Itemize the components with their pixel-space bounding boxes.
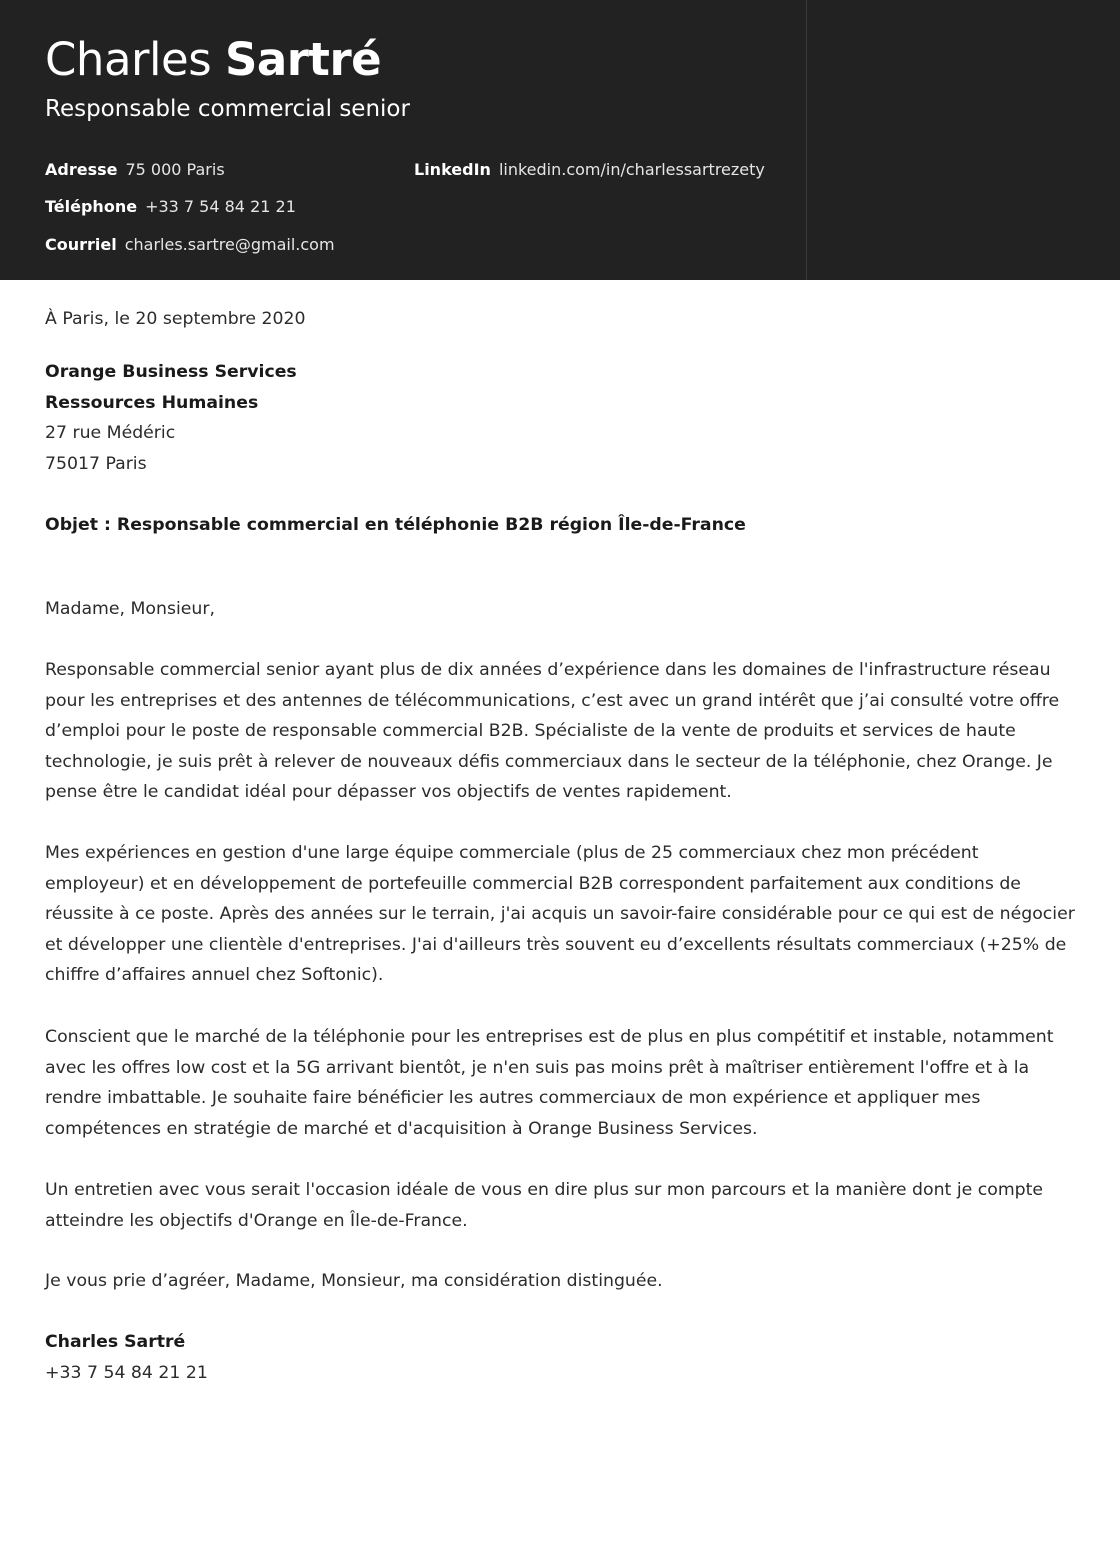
address-label: Adresse bbox=[45, 160, 118, 179]
letter-subject: Objet : Responsable commercial en téléphonie B2B région Île-de-France bbox=[45, 515, 746, 535]
paragraph-4: Un entretien avec vous serait l'occasion idéale de vous en dire plus sur mon parcours et la manière dont je compte atteindre les objectifs d'Orange en Île-de-France. bbox=[45, 1180, 1044, 1231]
applicant-name bbox=[45, 30, 381, 90]
signature-block bbox=[45, 1327, 1075, 1388]
contact-linkedin bbox=[414, 158, 765, 182]
first-name: Charles bbox=[45, 33, 212, 86]
paragraph-3: Conscient que le marché de la téléphonie pour les entreprises est de plus en plus compétitif et instable, notamment avec les offres low cost et la 5G arrivant bientôt, je n'en suis pas moins prêt à maîtriser entièrement l'offre et à la rendre imbattable. Je souhaite faire bénéficier les autres commerciaux de mon expérience et appliquer mes compétences en stratégie de marché et d'acquisition à Orange Business Services. bbox=[45, 1027, 1054, 1139]
signature-phone: +33 7 54 84 21 21 bbox=[45, 1362, 208, 1383]
linkedin-value[interactable]: linkedin.com/in/charlessartrezety bbox=[498, 160, 765, 179]
contact-email bbox=[45, 233, 335, 257]
place-date: À Paris, le 20 septembre 2020 bbox=[45, 309, 306, 329]
last-name: Sartré bbox=[224, 33, 382, 86]
job-title: Responsable commercial senior bbox=[45, 96, 410, 122]
contact-phone bbox=[45, 195, 296, 219]
recipient-city: 75017 Paris bbox=[45, 453, 147, 474]
recipient-department: Ressources Humaines bbox=[45, 392, 259, 413]
recipient-street: 27 rue Médéric bbox=[45, 423, 176, 443]
recipient-block bbox=[45, 357, 1075, 479]
phone-value[interactable]: +33 7 54 84 21 21 bbox=[145, 197, 296, 216]
email-value[interactable]: charles.sartre@gmail.com bbox=[124, 235, 335, 254]
phone-label: Téléphone bbox=[45, 197, 138, 216]
address-value: 75 000 Paris bbox=[125, 160, 225, 179]
linkedin-label: LinkedIn bbox=[414, 160, 491, 179]
header-divider bbox=[806, 0, 807, 280]
signature-name: Charles Sartré bbox=[45, 1332, 186, 1352]
paragraph-2: Mes expériences en gestion d'une large équipe commerciale (plus de 25 commerciaux chez mon précédent employeur) et en développement de portefeuille commercial B2B correspondent parfaitement aux conditions de réussite à ce poste. Après des années sur le terrain, j'ai acquis un savoir-faire considérable pour ce qui est de négocier et développer une clientèle d'entreprises. J'ai d'ailleurs très souvent eu d’excellents résultats commerciaux (+25% de chiffre d’affaires annuel chez Softonic). bbox=[45, 843, 1075, 985]
email-label: Courriel bbox=[45, 235, 117, 254]
recipient-company: Orange Business Services bbox=[45, 362, 297, 382]
closing-formula: Je vous prie d’agréer, Madame, Monsieur, ma considération distinguée. bbox=[45, 1271, 663, 1291]
paragraph-1: Responsable commercial senior ayant plus de dix années d’expérience dans les domaines de l'infrastructure réseau pour les entreprises et des antennes de télécommunications, c’est avec un grand intérêt que j’ai consulté votre offre d’emploi pour le poste de responsable commercial B2B. Spécialiste de la vente de produits et services de haute technologie, je suis prêt à relever de nouveaux défis commerciaux dans le secteur de la téléphonie, chez Orange. Je pense être le candidat idéal pour dépasser vos objectifs de ventes rapidement. bbox=[45, 660, 1060, 802]
header-banner bbox=[0, 0, 1120, 280]
contact-address bbox=[45, 158, 225, 182]
salutation: Madame, Monsieur, bbox=[45, 599, 215, 619]
